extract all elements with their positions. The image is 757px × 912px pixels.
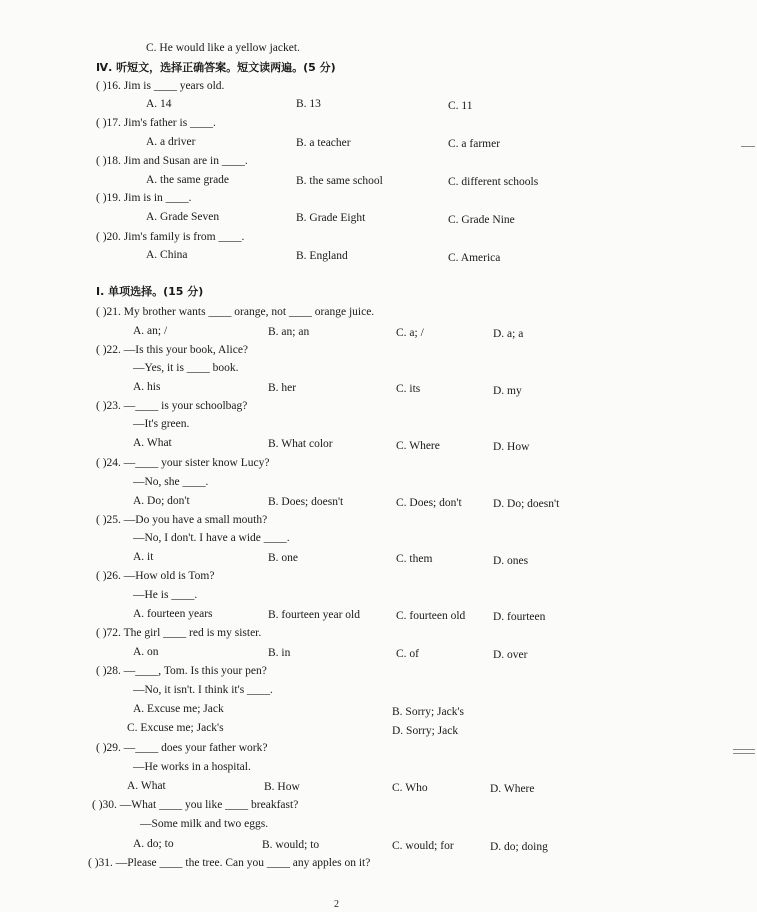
question-22-stem: ( )22. —Is this your book, Alice?: [96, 344, 249, 356]
question-24-stem: ( )24. —____ your sister know Lucy?: [96, 457, 270, 469]
question-25-option-a: A. it: [133, 551, 154, 563]
question-19-option-b: B. Grade Eight: [296, 212, 366, 224]
question-20-option-a: A. China: [146, 249, 188, 261]
question-17-option-c: C. a farmer: [448, 138, 501, 150]
question-22-option-a: A. his: [133, 381, 161, 393]
question-30-option-c: C. would; for: [392, 840, 454, 852]
question-30-option-d: D. do; doing: [490, 841, 548, 853]
question-22-option-d: D. my: [493, 385, 522, 397]
question-23-option-a: A. What: [133, 437, 172, 449]
question-22-reply: —Yes, it is ____ book.: [133, 362, 239, 374]
question-22-option-c: C. its: [396, 383, 421, 395]
section-heading-single-choice: Ⅰ. 单项选择。(15 分): [96, 285, 204, 298]
question-25-reply: —No, I don't. I have a wide ____.: [133, 532, 290, 544]
question-27-option-b: B. in: [268, 647, 291, 659]
question-29-option-b: B. How: [264, 781, 300, 793]
question-29-stem: ( )29. —____ does your father work?: [96, 742, 268, 754]
question-25-stem: ( )25. —Do you have a small mouth?: [96, 514, 268, 526]
question-25-option-b: B. one: [268, 552, 299, 564]
scan-edge-mark: [733, 749, 755, 750]
question-21-option-d: D. a; a: [493, 328, 524, 340]
question-26-reply: —He is ____.: [133, 589, 198, 601]
question-18-stem: ( )18. Jim and Susan are in ____.: [96, 155, 248, 167]
question-18-option-c: C. different schools: [448, 176, 539, 188]
question-20-option-b: B. England: [296, 250, 348, 262]
question-24-option-c: C. Does; don't: [396, 497, 462, 509]
question-27-stem: ( )72. The girl ____ red is my sister.: [96, 627, 262, 639]
question-29-option-c: C. Who: [392, 782, 428, 794]
question-26-option-a: A. fourteen years: [133, 608, 213, 620]
question-25-option-c: C. them: [396, 553, 433, 565]
question-25-option-d: D. ones: [493, 555, 529, 567]
question-26-option-c: C. fourteen old: [396, 610, 466, 622]
scan-edge-mark: [741, 146, 755, 147]
scan-edge-mark: [733, 753, 755, 754]
question-30-reply: —Some milk and two eggs.: [140, 818, 269, 830]
question-26-stem: ( )26. —How old is Tom?: [96, 570, 215, 582]
question-30-option-b: B. would; to: [262, 839, 320, 851]
question-28-stem: ( )28. —____, Tom. Is this your pen?: [96, 665, 267, 677]
question-24-option-d: D. Do; doesn't: [493, 498, 560, 510]
question-31-stem: ( )31. —Please ____ the tree. Can you ____ any apples on it?: [88, 857, 371, 869]
question-30-stem: ( )30. —What ____ you like ____ breakfast?: [92, 799, 299, 811]
q15-option-c: C. He would like a yellow jacket.: [146, 42, 300, 54]
question-23-option-d: D. How: [493, 441, 530, 453]
question-20-option-c: C. America: [448, 252, 501, 264]
question-21-option-c: C. a; /: [396, 327, 424, 339]
question-19-option-c: C. Grade Nine: [448, 214, 515, 226]
question-26-option-d: D. fourteen: [493, 611, 546, 623]
section-heading-listening: Ⅳ. 听短文，选择正确答案。短文读两遍。(5 分): [96, 61, 336, 74]
question-18-option-b: B. the same school: [296, 175, 383, 187]
question-23-option-b: B. What color: [268, 438, 333, 450]
question-16-option-a: A. 14: [146, 98, 172, 110]
question-16-option-c: C. 11: [448, 100, 473, 112]
question-22-option-b: B. her: [268, 382, 297, 394]
question-24-option-a: A. Do; don't: [133, 495, 190, 507]
question-28-option-d: D. Sorry; Jack: [392, 725, 459, 737]
question-16-stem: ( )16. Jim is ____ years old.: [96, 80, 225, 92]
question-20-stem: ( )20. Jim's family is from ____.: [96, 231, 245, 243]
question-24-option-b: B. Does; doesn't: [268, 496, 344, 508]
question-21-option-a: A. an; /: [133, 325, 168, 337]
question-29-reply: —He works in a hospital.: [133, 761, 251, 773]
page-number: 2: [334, 899, 339, 910]
question-21-stem: ( )21. My brother wants ____ orange, not ____ orange juice.: [96, 306, 375, 318]
question-23-reply: —It's green.: [133, 418, 190, 430]
question-17-stem: ( )17. Jim's father is ____.: [96, 117, 216, 129]
question-16-option-b: B. 13: [296, 98, 321, 110]
question-19-stem: ( )19. Jim is in ____.: [96, 192, 192, 204]
question-19-option-a: A. Grade Seven: [146, 211, 220, 223]
question-28-option-c: C. Excuse me; Jack's: [127, 722, 224, 734]
question-23-option-c: C. Where: [396, 440, 440, 452]
question-27-option-d: D. over: [493, 649, 528, 661]
question-27-option-c: C. of: [396, 648, 419, 660]
question-29-option-a: A. What: [127, 780, 166, 792]
question-26-option-b: B. fourteen year old: [268, 609, 360, 621]
question-28-option-b: B. Sorry; Jack's: [392, 706, 465, 718]
question-28-reply: —No, it isn't. I think it's ____.: [133, 684, 273, 696]
question-21-option-b: B. an; an: [268, 326, 310, 338]
question-27-option-a: A. on: [133, 646, 159, 658]
question-30-option-a: A. do; to: [133, 838, 174, 850]
question-18-option-a: A. the same grade: [146, 174, 230, 186]
question-24-reply: —No, she ____.: [133, 476, 209, 488]
question-28-option-a: A. Excuse me; Jack: [133, 703, 224, 715]
question-29-option-d: D. Where: [490, 783, 535, 795]
question-23-stem: ( )23. —____ is your schoolbag?: [96, 400, 248, 412]
question-17-option-b: B. a teacher: [296, 137, 351, 149]
question-17-option-a: A. a driver: [146, 136, 196, 148]
